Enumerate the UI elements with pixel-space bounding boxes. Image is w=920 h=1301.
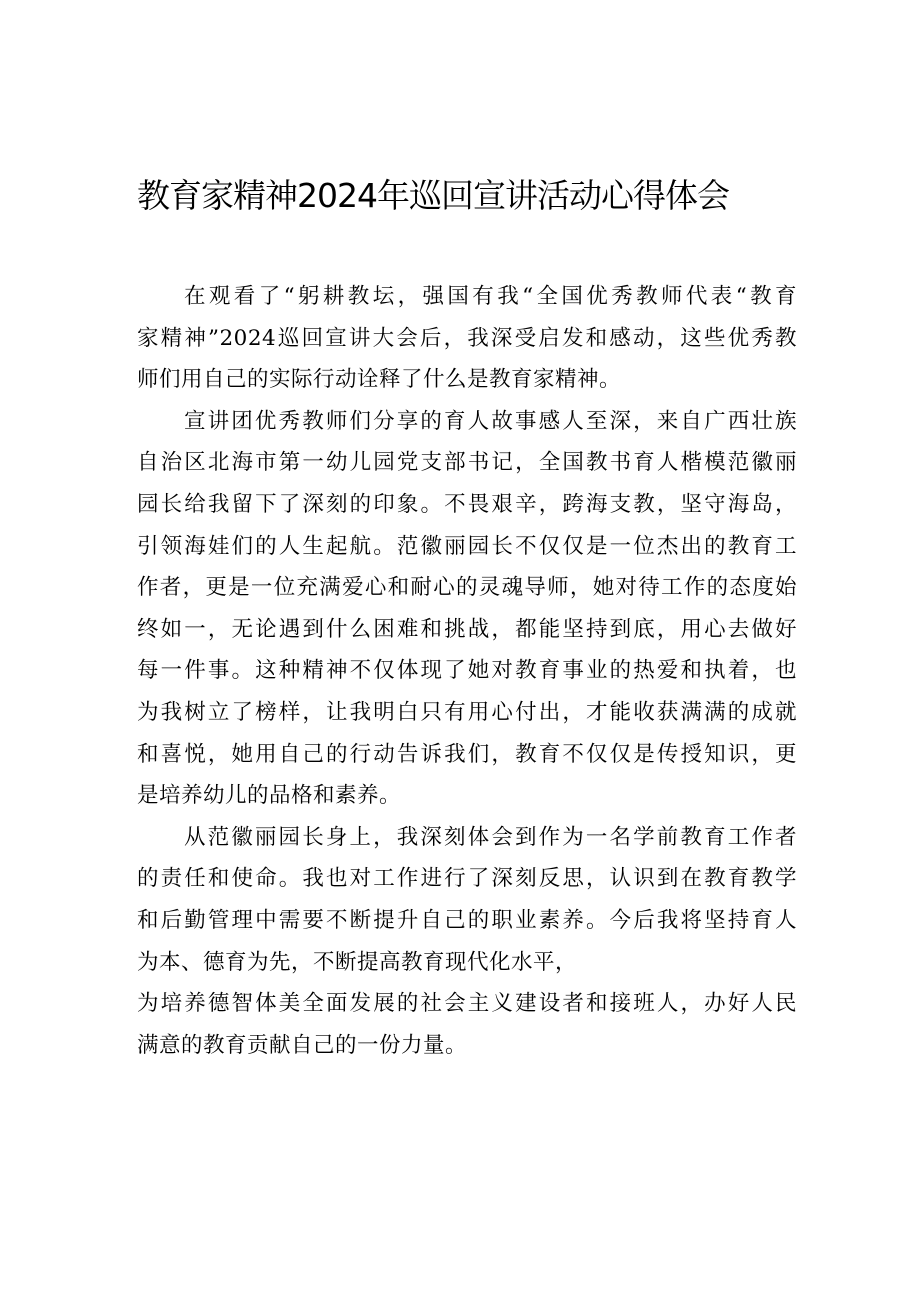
paragraph-1-line-1: 在观看了“躬耕教坛，强国有我“全国优秀教师代表“教育	[184, 284, 797, 309]
paragraph-2-line-10: 是培养幼儿的品格和素养。	[137, 783, 402, 809]
paragraph-2-line-7: 每一件事。这种精神不仅体现了她对教育事业的热爱和执着，也	[137, 658, 797, 684]
paragraph-3-line-3: 和后勤管理中需要不断提升自己的职业素养。今后我将坚持育人	[137, 907, 797, 933]
paragraph-2-line-9: 和喜悦，她用自己的行动告诉我们，教育不仅仅是传授知识，更	[137, 741, 797, 767]
paragraph-3-line-5: 为培养德智体美全面发展的社会主义建设者和接班人，办好人民	[137, 991, 797, 1017]
paragraph-2-line-2: 自治区北海市第一幼儿园党支部书记，全国教书育人楷模范徽丽	[137, 450, 797, 476]
paragraph-1-line-2: 家精神”2024巡回宣讲大会后，我深受启发和感动，这些优秀教	[137, 325, 797, 351]
paragraph-3-line-1: 从范徽丽园长身上，我深刻体会到作为一名学前教育工作者	[184, 824, 797, 850]
paragraph-2-line-8: 为我树立了榜样，让我明白只有用心付出，才能收获满满的成就	[137, 699, 797, 725]
paragraph-3-line-4: 为本、德育为先，不断提高教育现代化水平，	[137, 949, 578, 975]
paragraph-1-line-3: 师们用自己的实际行动诠释了什么是教育家精神。	[137, 367, 622, 393]
document-title: 教育家精神2024年巡回宣讲活动心得体会	[137, 176, 729, 215]
paragraph-2-line-6: 终如一，无论遇到什么困难和挑战，都能坚持到底，用心去做好	[137, 616, 797, 642]
paragraph-2-line-1: 宣讲团优秀教师们分享的育人故事感人至深，来自广西壮族	[184, 408, 797, 434]
paragraph-2-line-4: 引领海娃们的人生起航。范徽丽园长不仅仅是一位杰出的教育工	[137, 533, 797, 559]
paragraph-3-line-6: 满意的教育贡献自己的一份力量。	[137, 1032, 468, 1058]
paragraph-2-line-5: 作者，更是一位充满爱心和耐心的灵魂导师，她对待工作的态度始	[137, 575, 797, 601]
paragraph-2-line-3: 园长给我留下了深刻的印象。不畏艰辛，跨海支教，坚守海岛，	[137, 491, 797, 517]
document-body	[137, 276, 797, 1066]
paragraph-3-line-2: 的责任和使命。我也对工作进行了深刻反思，认识到在教育教学	[137, 866, 797, 892]
